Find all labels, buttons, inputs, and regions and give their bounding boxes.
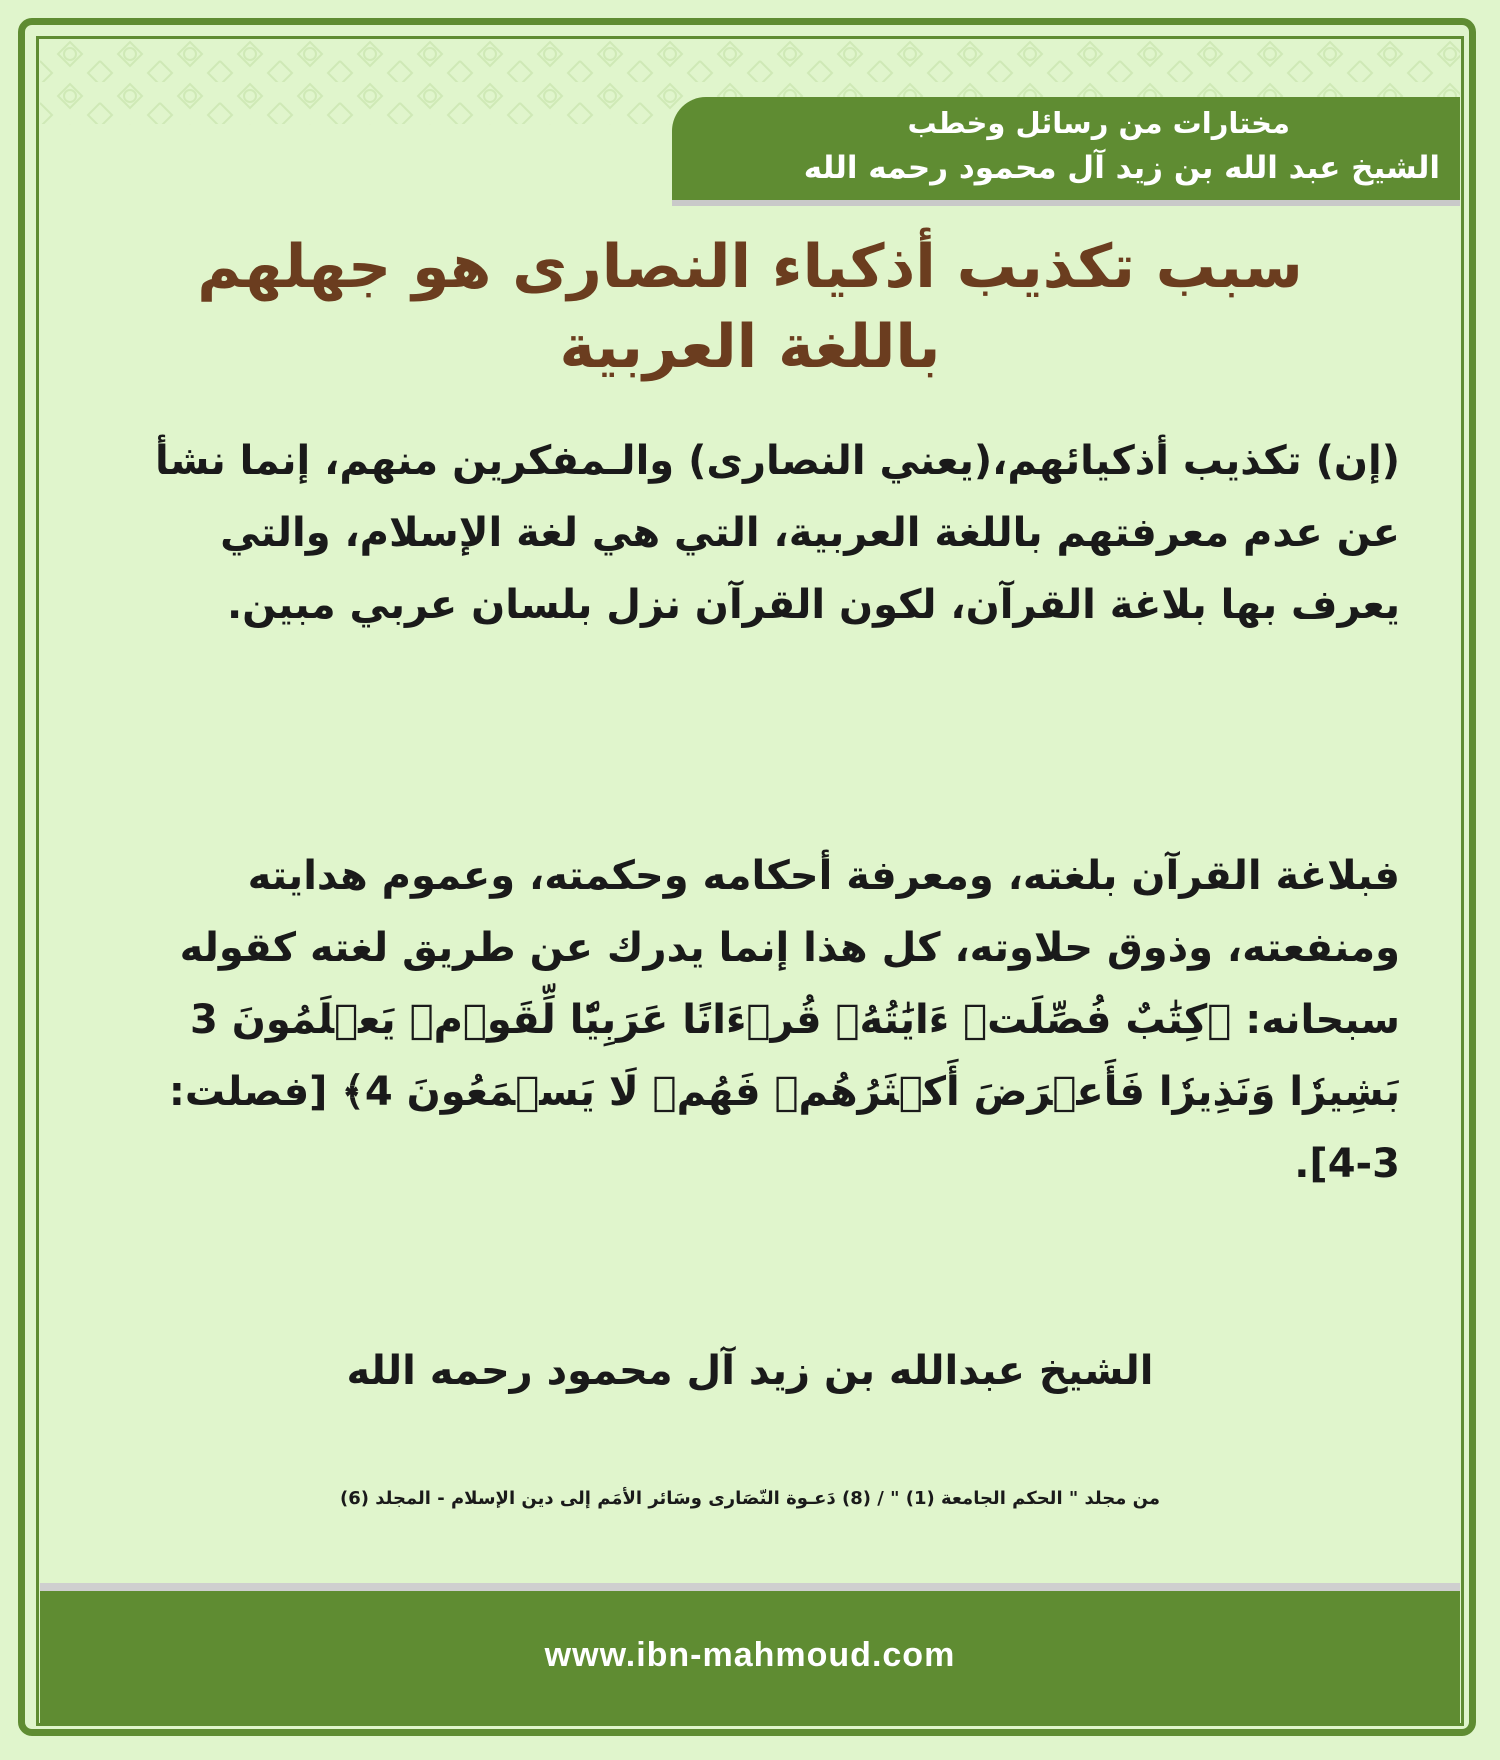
article-title-line2: باللغة العربية bbox=[559, 312, 941, 382]
body-paragraph-2: فبلاغة القرآن بلغته، ومعرفة أحكامه وحكمته، وعموم هدايته ومنفعته، وذوق حلاوته، كل هذا إنما يدرك عن طريق لغته كقوله سبحانه: ﴿كِتَٰبٌ فُصِّلَتۡ ءَايَٰتُهُۥ قُرۡءَانًا عَرَبِيّٗا لِّقَوۡمٖ يَعۡلَمُونَ 3 بَشِيرٗا وَنَذِيرٗا فَأَعۡرَضَ أَكۡثَرُهُمۡ فَهُمۡ لَا يَسۡمَعُونَ 4﴾ [فصلت: 3-4]. bbox=[168, 853, 1400, 1187]
body-paragraph-1: (إن) تكذيب أذكيائهم،(يعني النصارى) والـمفكرين منهم، إنما نشأ عن عدم معرفتهم باللغة العربية، التي هي لغة الإسلام، والتي يعرف بها بلاغة القرآن، لكون القرآن نزل بلسان عربي مبين. bbox=[154, 438, 1400, 628]
header-author-name: الشيخ عبد الله بن زيد آل محمود رحمه الله bbox=[803, 150, 1440, 186]
footer-divider bbox=[40, 1583, 1460, 1591]
author-signature: الشيخ عبدالله بن زيد آل محمود رحمه الله bbox=[346, 1348, 1154, 1394]
source-citation: من مجلد " الحكم الجامعة (1) " / (8) دَعـوة النّصَارى وسَائر الأمَم إلى دين الإسلام - المجلد (6) bbox=[340, 1488, 1160, 1509]
article-title-line1: سبب تكذيب أذكياء النصارى هو جهلهم bbox=[197, 232, 1303, 302]
website-url: www.ibn-mahmoud.com bbox=[544, 1636, 956, 1674]
header-collection-title: مختارات من رسائل وخطب bbox=[907, 106, 1290, 140]
footer-bar bbox=[40, 1591, 1460, 1724]
